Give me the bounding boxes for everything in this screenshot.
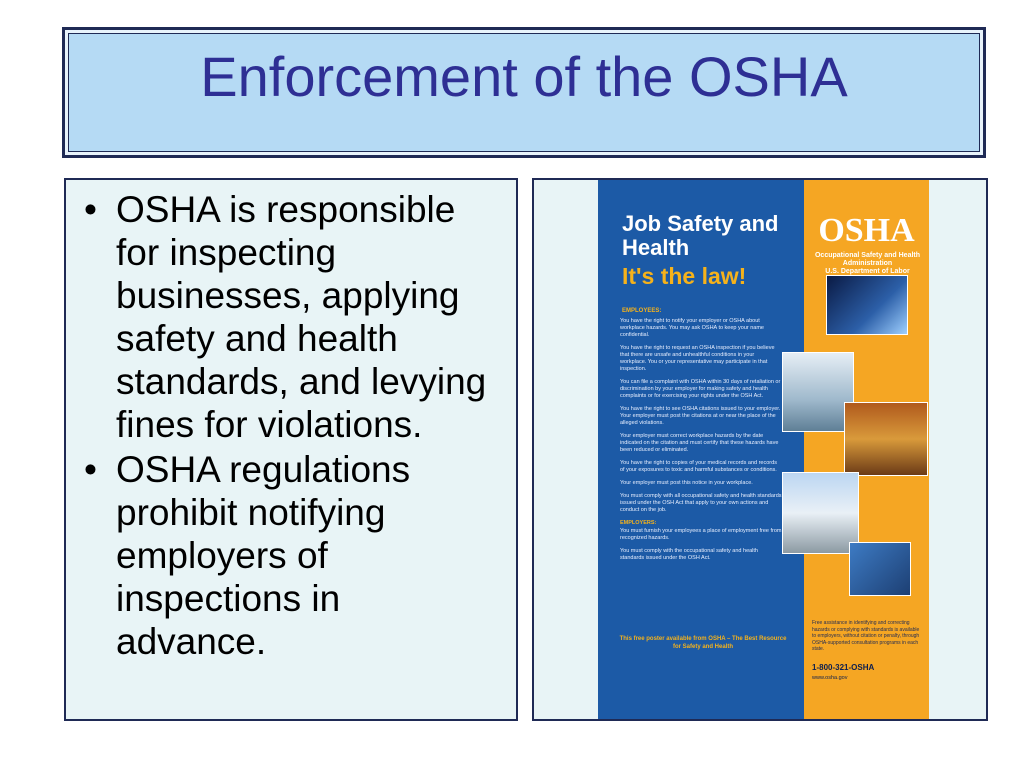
bullet-list — [76, 188, 500, 663]
osha-logo: OSHA — [818, 212, 915, 249]
slide-title: Enforcement of the OSHA — [200, 45, 848, 108]
poster-headline: Job Safety and Health — [622, 211, 779, 260]
poster-right: Your employer must post this notice in your workplace. — [620, 480, 753, 486]
bullet-text: OSHA is responsible for inspecting businesses, applying safety and health standards, and levying fines for violations. — [116, 189, 487, 445]
poster-right: You can file a complaint with OSHA within 30 days of retaliation or discrimination by your employer for making safety and health complaints or for exercising your rights under the OSH Act. — [620, 379, 781, 399]
poster-employer-right: You must comply with the occupational safety and health standards issued under the OSH Act. — [620, 548, 758, 561]
poster-right: Your employer must correct workplace hazards by the date indicated on the citation and must certify that these hazards have been reduced or eliminated. — [620, 433, 779, 453]
poster-footer: This free poster available from OSHA – The Best Resource for Safety and Health — [619, 636, 787, 650]
poster-employees-heading: EMPLOYEES: — [622, 308, 662, 314]
bullet-dot-icon: • — [84, 189, 97, 230]
poster-right: You have the right to request an OSHA inspection if you believe that there are unsafe and unhealthful conditions in your workplace. You or your representative may participate in that inspection. — [620, 345, 775, 372]
poster-blue-panel — [598, 180, 804, 719]
construction-photo — [782, 472, 859, 554]
department-name: U.S. Department of Labor — [825, 268, 910, 275]
poster-frame — [532, 178, 988, 721]
poster-assistance: Free assistance in identifying and correcting hazards or complying with standards is available to employers, without citation or penalty, through OSHA-supported consultation programs in each state. — [812, 620, 920, 652]
bullet-item — [76, 448, 500, 663]
office-worker-photo — [849, 542, 911, 596]
bullet-dot-icon: • — [84, 449, 97, 490]
welder-photo — [826, 275, 908, 335]
osha-agency — [810, 252, 925, 276]
poster-orange-panel — [804, 180, 929, 719]
osha-poster — [598, 180, 929, 719]
title-box — [62, 27, 986, 158]
poster-right: You have the right to copies of your medical records and records of your exposures to toxic and harmful substances or conditions. — [620, 460, 777, 473]
poster-tagline: It's the law! — [622, 263, 747, 289]
poster-rights-list — [620, 318, 782, 568]
poster-right: You must comply with all occupational safety and health standards issued under the OSH Act that apply to your own actions and conduct on the job. — [620, 493, 782, 513]
bullet-item — [76, 188, 500, 446]
poster-right: You have the right to notify your employer or OSHA about workplace hazards. You may ask OSHA to keep your name confidential. — [620, 318, 764, 338]
poster-phone: 1-800-321-OSHA — [812, 663, 875, 672]
poster-employer-right: You must furnish your employees a place of employment free from recognized hazards. — [620, 528, 782, 541]
poster-website: www.osha.gov — [812, 675, 848, 681]
poster-employers-heading: EMPLOYERS: — [620, 520, 657, 526]
agency-name: Occupational Safety and Health Administration — [814, 252, 921, 267]
bullet-text: OSHA regulations prohibit notifying employers of inspections in advance. — [116, 449, 411, 662]
bullet-panel — [64, 178, 518, 721]
warehouse-photo — [844, 402, 928, 476]
poster-right: You have the right to see OSHA citations issued to your employer. Your employer must post the citations at or near the place of the alleged violations. — [620, 406, 781, 426]
